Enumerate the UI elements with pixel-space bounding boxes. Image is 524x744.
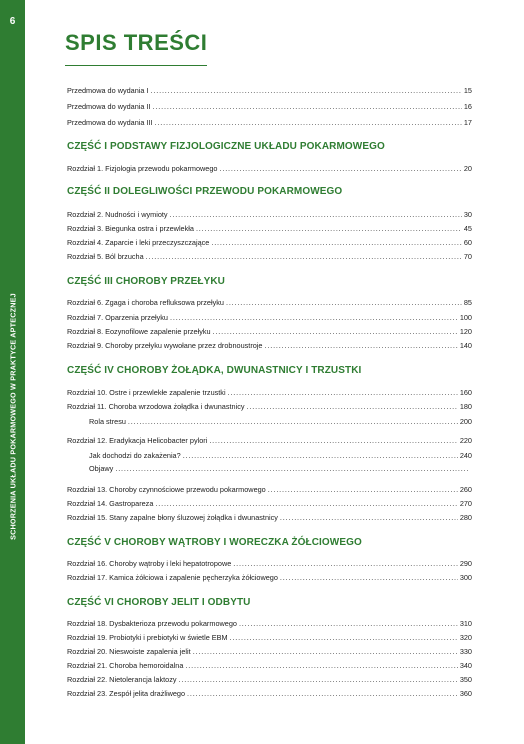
toc-entry[interactable]: Rozdział 12. Eradykacja Helicobacter pylori . . . 220: [67, 435, 472, 447]
toc-entry[interactable]: Rozdział 16. Choroby wątroby i leki hepatotropowe . . . 290: [67, 558, 472, 570]
toc-entry[interactable]: Rozdział 15. Stany zapalne błony śluzowej żołądka i dwunastnicy . . . 280: [67, 512, 472, 524]
toc-entry[interactable]: Rozdział 14. Gastropareza . . . 270: [67, 498, 472, 510]
toc-entry[interactable]: Rozdział 11. Choroba wrzodowa żołądka i dwunastnicy . . . 180: [67, 401, 472, 413]
toc-entry-preface-1[interactable]: Przedmowa do wydania I . . . 15: [67, 85, 472, 97]
toc-entry[interactable]: Rozdział 1. Fizjologia przewodu pokarmowego . . . 20: [67, 163, 472, 175]
running-header: SCHORZENIA UKŁADU POKARMOWEGO W PRAKTYCE APTECZNEJ: [8, 293, 18, 540]
part-heading-3: CZĘŚĆ III CHOROBY PRZEŁYKU: [67, 276, 225, 287]
page-number: 6: [9, 16, 16, 27]
part-heading-5: CZĘŚĆ V CHOROBY WĄTROBY I WORECZKA ŻÓŁCIOWEGO: [67, 537, 362, 548]
toc-entry-preface-2[interactable]: Przedmowa do wydania II . . . 16: [67, 101, 472, 113]
part-heading-4: CZĘŚĆ IV CHOROBY ŻOŁĄDKA, DWUNASTNICY I TRZUSTKI: [67, 365, 362, 376]
toc-entry[interactable]: Rozdział 23. Zespół jelita drażliwego . . . 360: [67, 688, 472, 700]
toc-entry[interactable]: Rozdział 13. Choroby czynnościowe przewodu pokarmowego . . . 260: [67, 484, 472, 496]
part-heading-6: CZĘŚĆ VI CHOROBY JELIT I ODBYTU: [67, 597, 251, 608]
toc-entry[interactable]: Rozdział 7. Oparzenia przełyku . . . 100: [67, 312, 472, 324]
toc-entry[interactable]: Rozdział 4. Zaparcie i leki przeczyszczające . . . 60: [67, 237, 472, 249]
toc-entry[interactable]: Rozdział 2. Nudności i wymioty . . . 30: [67, 209, 472, 221]
toc-entry[interactable]: Rozdział 17. Kamica żółciowa i zapalenie pęcherzyka żółciowego . . . 300: [67, 572, 472, 584]
toc-entry[interactable]: Rozdział 19. Probiotyki i prebiotyki w świetle EBM . . . 320: [67, 632, 472, 644]
toc-entry[interactable]: Rozdział 20. Nieswoiste zapalenia jelit . . . 330: [67, 646, 472, 658]
toc-subentry[interactable]: Objawy . . .: [89, 463, 472, 475]
toc-entry[interactable]: Rozdział 10. Ostre i przewlekłe zapalenie trzustki . . . 160: [67, 387, 472, 399]
toc-entry[interactable]: Rozdział 18. Dysbakterioza przewodu pokarmowego . . . 310: [67, 618, 472, 630]
toc-subentry[interactable]: Rola stresu . . . 200: [89, 416, 472, 428]
toc-entry[interactable]: Rozdział 9. Choroby przełyku wywołane przez drobnoustroje . . . 140: [67, 340, 472, 352]
toc-subentry[interactable]: Jak dochodzi do zakażenia? . . . 240: [89, 450, 472, 462]
toc-entry-preface-3[interactable]: Przedmowa do wydania III . . . 17: [67, 117, 472, 129]
toc-entry[interactable]: Rozdział 21. Choroba hemoroidalna . . . 340: [67, 660, 472, 672]
part-heading-2: CZĘŚĆ II DOLEGLIWOŚCI PRZEWODU POKARMOWEGO: [67, 186, 343, 197]
toc-entry[interactable]: Rozdział 22. Nietolerancja laktozy . . . 350: [67, 674, 472, 686]
part-heading-1: CZĘŚĆ I PODSTAWY FIZJOLOGICZNE UKŁADU POKARMOWEGO: [67, 141, 385, 152]
page-title: SPIS TREŚCI: [65, 30, 208, 55]
toc-entry[interactable]: Rozdział 5. Ból brzucha . . . 70: [67, 251, 472, 263]
toc-entry[interactable]: Rozdział 6. Zgaga i choroba refluksowa przełyku . . . 85: [67, 297, 472, 309]
toc-entry[interactable]: Rozdział 3. Biegunka ostra i przewlekła . . . 45: [67, 223, 472, 235]
toc-entry[interactable]: Rozdział 8. Eozynofilowe zapalenie przełyku . . . 120: [67, 326, 472, 338]
title-underline: [65, 65, 207, 66]
